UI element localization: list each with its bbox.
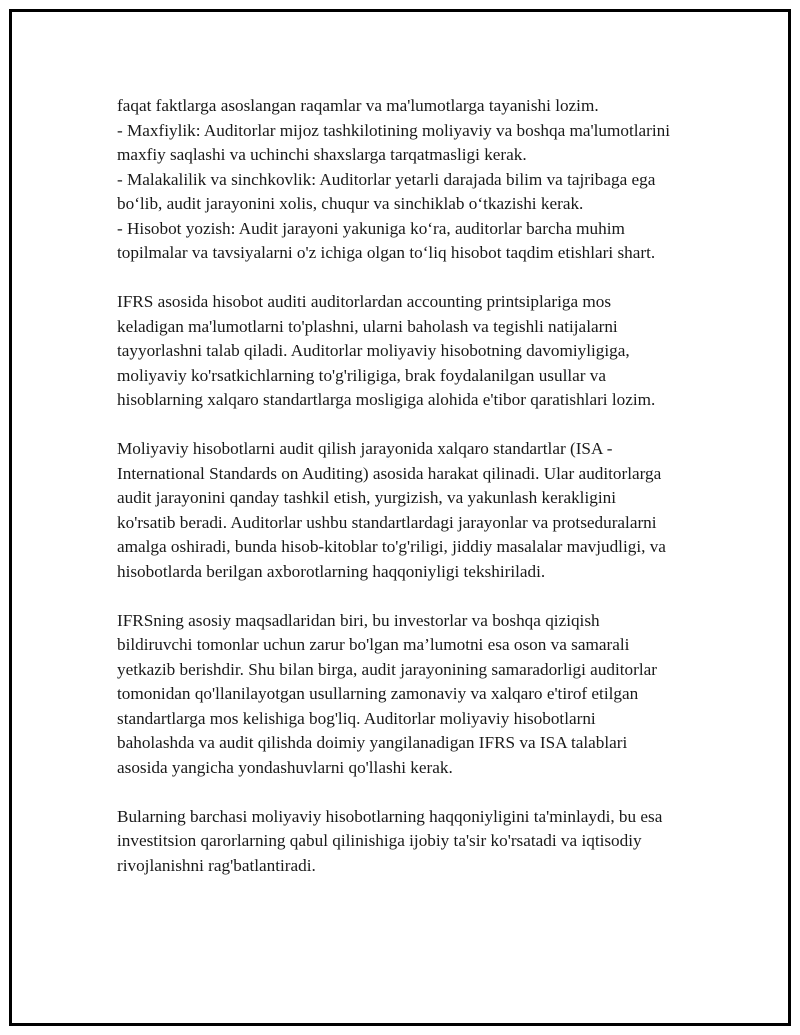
paragraph-isa-standards: Moliyaviy hisobotlarni audit qilish jarayonida xalqaro standartlar (ISA - International Standards on Auditing) asosida harakat qilinadi. Ular auditorlarga audit jarayonini qanday tashkil etish, yurgizish, va yakunlash kerakligini ko'rsatib beradi. Auditorlar ushbu standartlardagi jarayonlar va protseduralarni amalga oshiradi, bunda hisob-kitoblar to'g'riligi, jiddiy masalalar mavjudligi, va hisobotlarda berilgan axborotlarning haqqoniyligi tekshiriladi.	[117, 439, 666, 581]
paragraph-conclusion: Bularning barchasi moliyaviy hisobotlarning haqqoniyligini ta'minlaydi, bu esa investitsion qarorlarning qabul qilinishiga ijobiy ta'sir ko'rsatadi va iqtisodiy rivojlanishni rag'batlantiradi.	[117, 806, 663, 875]
paragraph-ifrs-goals: IFRSning asosiy maqsadlaridan biri, bu investorlar va boshqa qiziqish bildiruvchi tomonlar uchun zarur bo'lgan ma’lumotni esa oson va samarali yetkazib berishdir. Shu bilan birga, audit jarayonining samaradorligi auditorlar tomonidan qo'llanilayotgan usullarning zamonaviy va xalqaro e'tirof etilgan standartlarga mos kelishiga bog'liq. Auditorlar moliyaviy hisobotlarni baholashda va audit qilishda doimiy yangilanadigan IFRS va ISA talablari asosida yangicha yondashuvlarni qo'llashi kerak.	[117, 610, 657, 777]
paragraph-ethics-list: faqat faktlarga asoslangan raqamlar va ma'lumotlarga tayanishi lozim. - Maxfiylik: Auditorlar mijoz tashkilotining moliyaviy va boshqa ma'lumotlarini maxfiy saqlashi va uchinchi shaxslarga tarqatmasligi kerak. - Malakalilik va sinchkovlik: Auditorlar yetarli darajada bilim va tajribaga ega bo‘lib, audit jarayonini xolis, chuqur va sinchiklab o‘tkazishi kerak. - Hisobot yozish: Audit jarayoni yakuniga ko‘ra, auditorlar barcha muhim topilmalar va tavsiyalarni o'z ichiga olgan to‘liq hisobot taqdim etishlari shart.	[117, 96, 671, 262]
document-body	[117, 94, 677, 878]
paragraph-ifrs-audit: IFRS asosida hisobot auditi auditorlardan accounting printsiplariga mos keladigan ma'lumotlarni to'plashni, ularni baholash va tegishli natijalarni tayyorlashni talab qiladi. Auditorlar moliyaviy hisobotning davomiyligiga, moliyaviy ko'rsatkichlarning to'g'riligiga, brak foydalanilgan usullar va hisoblarning xalqaro standartlarga mosligiga alohida e'tibor qaratishlari lozim.	[117, 292, 656, 409]
